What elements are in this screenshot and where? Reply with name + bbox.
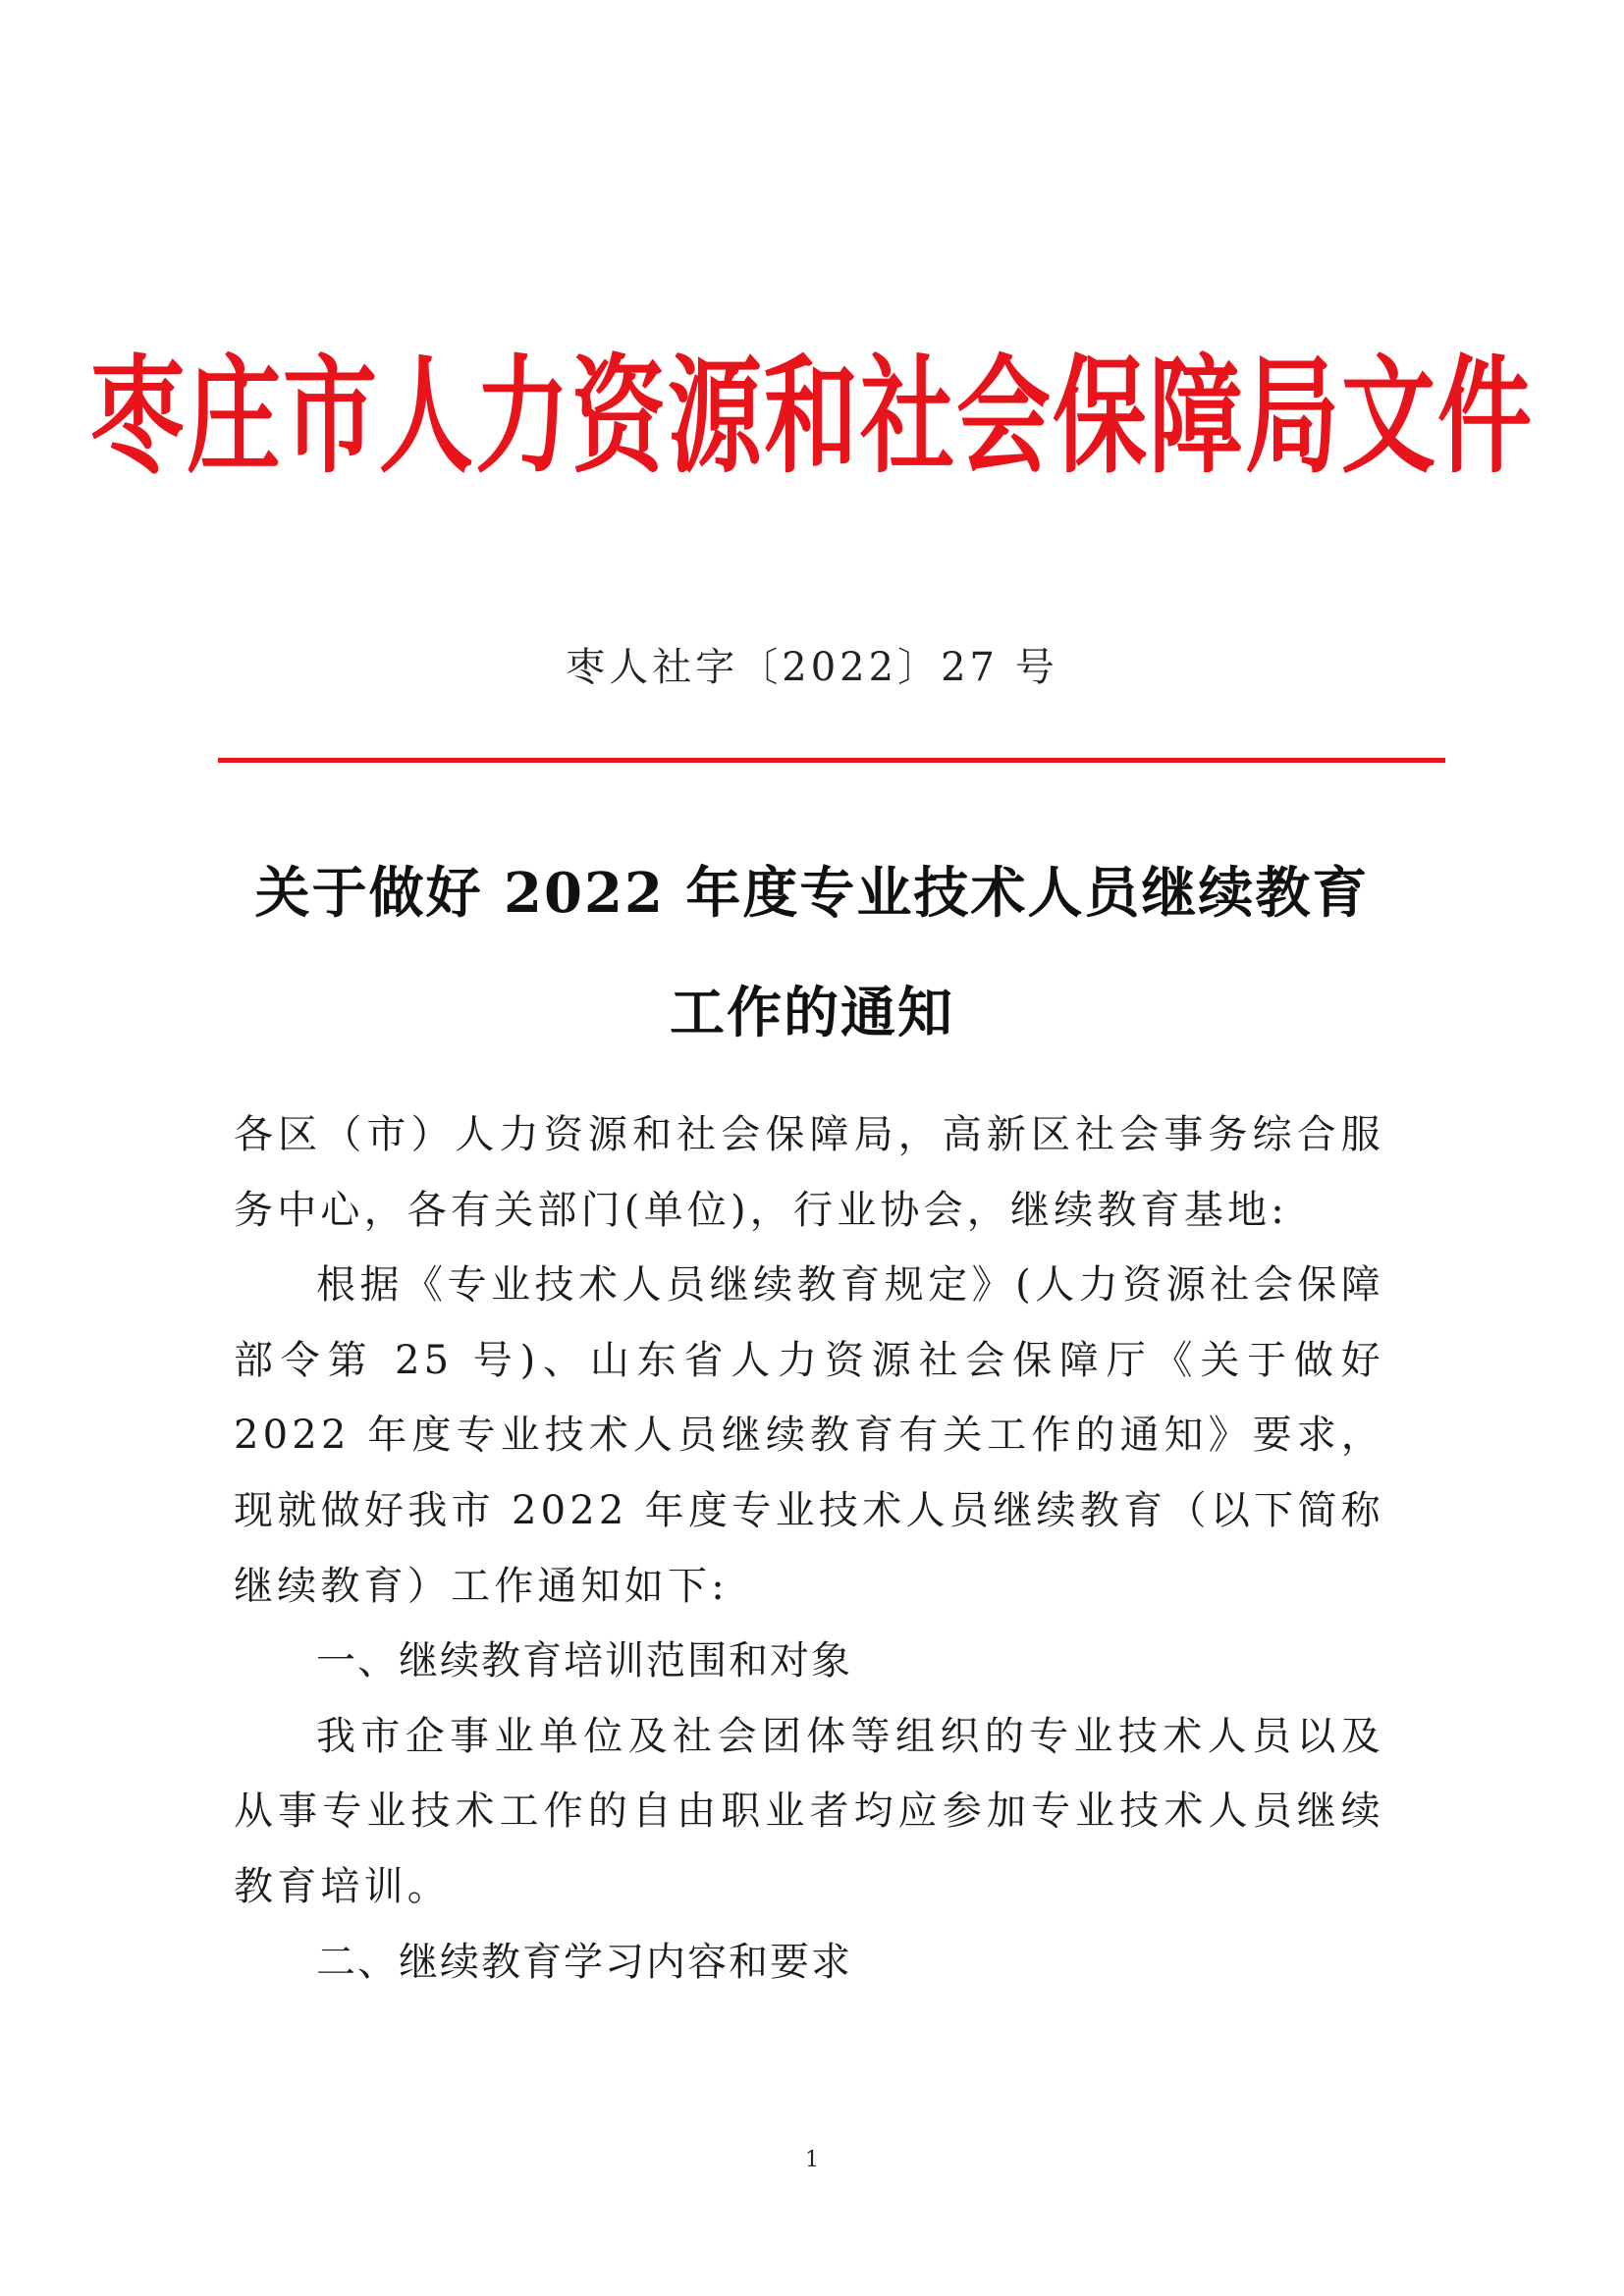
- notice-title-line-2: 工作的通知: [670, 981, 954, 1045]
- page-number: 1: [805, 2148, 819, 2172]
- red-divider-line: [218, 758, 1445, 763]
- section-1-paragraph: 我市企事业单位及社会团体等组织的专业技术人员以及从事专业技术工作的自由职业者均应参加专业技术人员继续教育培训。: [234, 1713, 1384, 1909]
- salutation-paragraph: 各区（市）人力资源和社会保障局，高新区社会事务综合服务中心，各有关部门(单位)，行业协会，继续教育基地:: [234, 1112, 1384, 1233]
- masthead-title: 枣庄市人力资源和社会保障局文件: [90, 341, 1534, 492]
- document-number: 枣人社字〔2022〕27 号: [566, 645, 1058, 690]
- intro-paragraph: 根据《专业技术人员继续教育规定》(人力资源社会保障部令第 25 号)、山东省人力资源社会保障厅《关于做好 2022 年度专业技术人员继续教育有关工作的通知》要求，现就做好我市 2022 年度专业技术人员继续教育（以下简称继续教育）工作通知如下:: [234, 1262, 1384, 1609]
- document-body: [234, 1097, 1384, 2000]
- section-2-heading: 二、继续教育学习内容和要求: [316, 1939, 852, 1985]
- section-1-heading: 一、继续教育培训范围和对象: [316, 1638, 852, 1684]
- notice-title-line-1: 关于做好 2022 年度专业技术人员继续教育: [254, 861, 1370, 926]
